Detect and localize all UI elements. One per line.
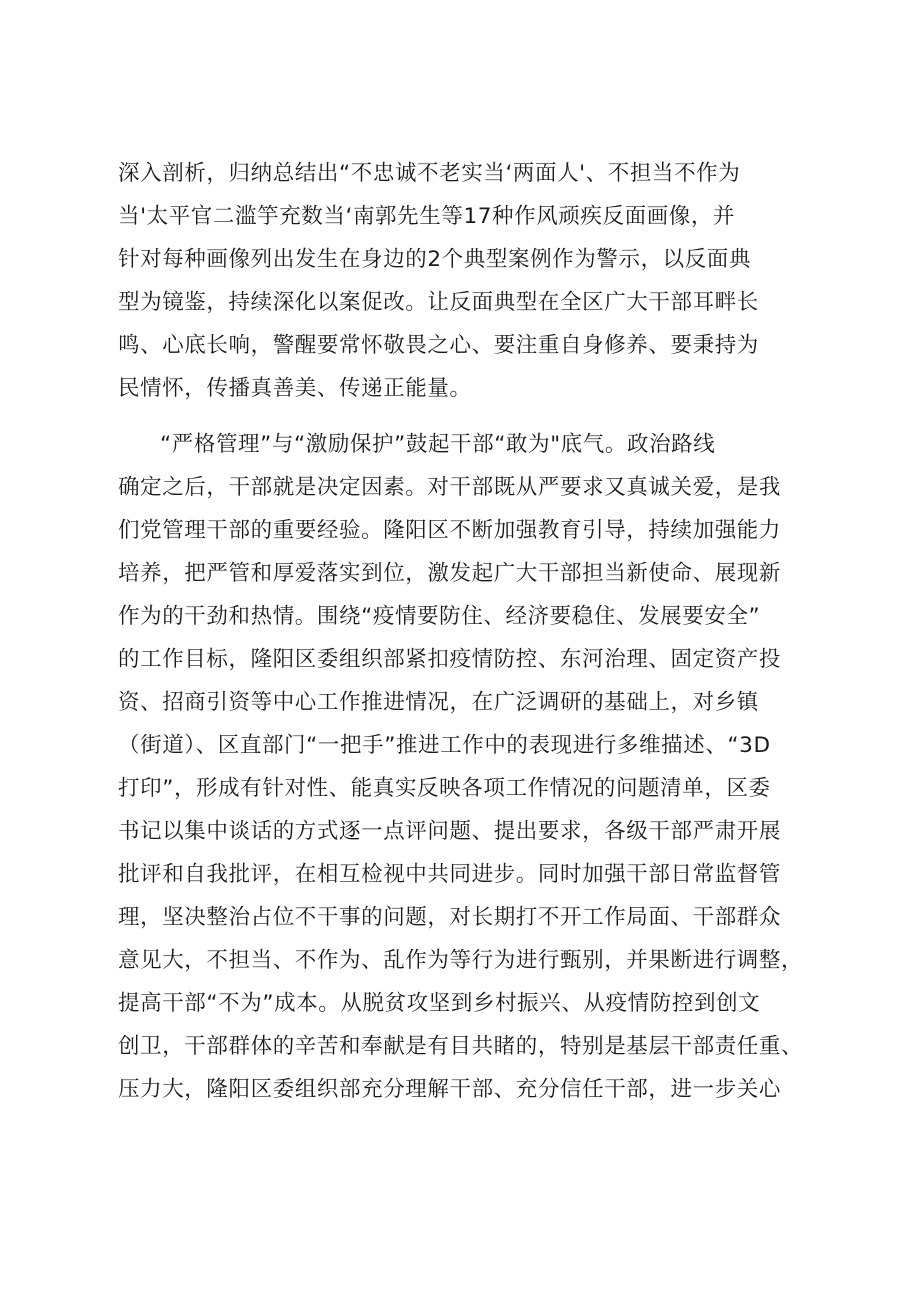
text-line: 打印”，形成有针对性、能真实反映各项工作情况的问题清单，区委 [118,776,771,801]
text-line: 作为的干劲和热情。围绕“疫情要防住、经济要稳住、发展要安全” [118,604,761,629]
text-line: 深入剖析，归纳总结出“不忠诚不老实当‘两面人'、不担当不作为 [118,161,741,186]
text-line: 资、招商引资等中心工作推进情况，在广泛调研的基础上，对乡镇 [118,690,759,715]
text-line: 的工作目标，隆阳区委组织部紧扣疫情防控、东河治理、固定资产投 [118,647,782,672]
text-line: 意见大，不担当、不作为、乱作为等行为进行甄别，并果断进行调整， [118,948,804,973]
paragraph-first-line: “严格管理”与“激励保护”鼓起干部“敢为"底气。政治路线 [160,432,716,457]
text-line: 批评和自我批评，在相互检视中共同进步。同时加强干部日常监督管 [118,862,782,887]
text-line: 民情怀，传播真善美、传递正能量。 [118,376,472,401]
text-line: 们党管理干部的重要经验。隆阳区不断加强教育引导，持续加强能力 [118,518,782,543]
text-line: 压力大，隆阳区委组织部充分理解干部、充分信任干部，进一步关心 [118,1077,782,1102]
text-line: 确定之后，干部就是决定因素。对干部既从严要求又真诚关爱，是我 [118,475,782,500]
text-line: 培养，把严管和厚爱落实到位，激发起广大干部担当新使命、展现新 [118,561,782,586]
text-line: 理，坚决整治占位不干事的问题，对长期打不开工作局面、干部群众 [118,905,782,930]
text-line: 针对每种画像列出发生在身边的2个典型案例作为警示，以反面典 [118,247,752,272]
text-line: 鸣、心底长响，警醒要常怀敬畏之心、要注重自身修养、要秉持为 [118,333,759,358]
text-line: 型为镜鉴，持续深化以案促改。让反面典型在全区广大干部耳畔长 [118,290,759,315]
text-line: （街道）、区直部门“一把手”推进工作中的表现进行多维描述、“3D [118,733,771,758]
text-line: 创卫，干部群体的辛苦和奉献是有目共睹的，特别是基层干部责任重、 [118,1034,804,1059]
text-line: 提高干部“不为”成本。从脱贫攻坚到乡村振兴、从疫情防控到创文 [118,991,761,1016]
text-line: 书记以集中谈话的方式逐一点评问题、提出要求，各级干部严肃开展 [118,819,782,844]
text-line: 当'太平官二滥竽充数当‘南郭先生等17种作风顽疾反面画像，并 [118,204,736,229]
